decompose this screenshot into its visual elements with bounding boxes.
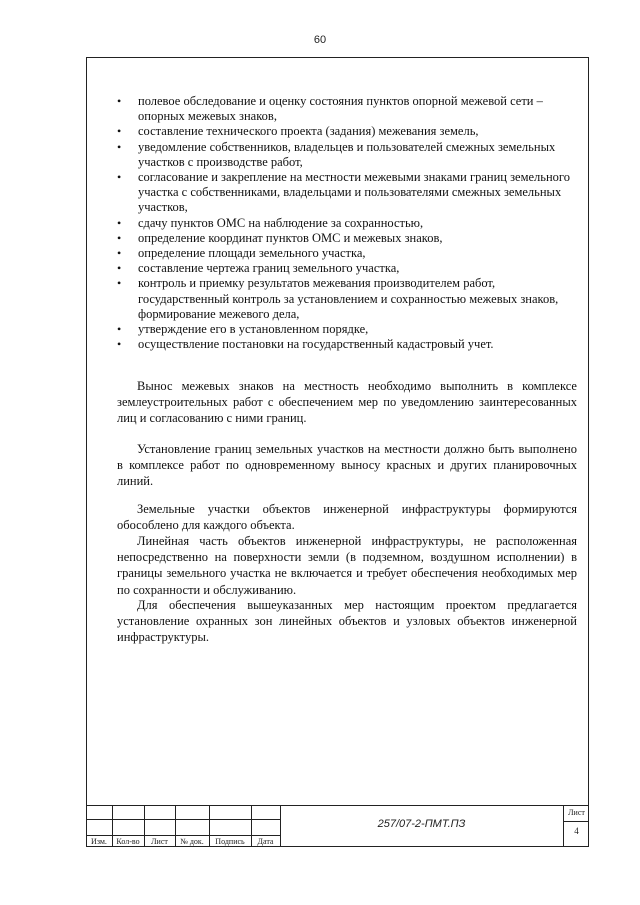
list-item: • осуществление постановки на государственный кадастровый учет. (117, 337, 579, 352)
list-item: • составление технического проекта (задания) межевания земель, (117, 124, 579, 139)
paragraph-markers: Вынос межевых знаков на местность необходимо выполнить в комплексе землеустроительных работ с обеспечением мер по уведомлению заинтересованных лиц и согласованию с ними границ. (117, 379, 577, 426)
list-item: • составление чертежа границ земельного участка, (117, 261, 579, 276)
document-code: 257/07-2-ПМТ.ПЗ (377, 818, 466, 830)
sheet-label: Лист (568, 808, 585, 817)
paragraph-protection-zones: Для обеспечения вышеуказанных мер настоящим проектом предлагается установление охранных зон линейных объектов и узловых объектов инженерной инфраструктуры. (117, 598, 577, 645)
page-number: 60 (313, 34, 327, 46)
list-item: • полевое обследование и оценку состояния пунктов опорной межевой сети – опорных межевых знаков, (117, 94, 579, 124)
list-item: • контроль и приемку результатов межевания производителем работ, государственный контроль за установлением и сохранностью межевых знаков, формирование межевого дела, (117, 276, 579, 322)
stamp-col-signature: Подпись (215, 837, 245, 846)
stamp-col-date: Дата (257, 837, 274, 846)
list-item: • уведомление собственников, владельцев и пользователей смежных земельных участков с производстве работ, (117, 140, 579, 170)
list-item: • согласование и закрепление на местности межевыми знаками границ земельного участка с собственниками, владельцами и пользователями смежных земельных участков, (117, 170, 579, 216)
list-item: • определение площади земельного участка, (117, 246, 579, 261)
bullet-list (117, 94, 579, 352)
list-item: • определение координат пунктов ОМС и межевых знаков, (117, 231, 579, 246)
list-item: • утверждение его в установленном порядке, (117, 322, 579, 337)
list-item: • сдачу пунктов ОМС на наблюдение за сохранностью, (117, 216, 579, 231)
paragraph-boundaries: Установление границ земельных участков на местности должно быть выполнено в комплексе работ по одновременному выносу красных и других планировочных линий. (117, 442, 577, 489)
stamp-line (86, 805, 589, 806)
stamp-col-sheet: Лист (151, 837, 168, 846)
paragraph-land-plots: Земельные участки объектов инженерной инфраструктуры формируются обособлено для каждого объекта. (117, 502, 577, 533)
paragraph-linear-part: Линейная часть объектов инженерной инфраструктуры, не расположенная непосредственно на поверхности земли (в подземном, воздушном исполнении) в границы земельного участка не включается и требует обеспечения необходимых мер по сохранности и обслуживанию. (117, 534, 577, 597)
stamp-line (563, 821, 589, 822)
stamp-col-count: Кол-во (116, 837, 140, 846)
stamp-col-doc-number: № док. (180, 837, 204, 846)
sheet-number: 4 (574, 826, 579, 836)
stamp-col-change: Изм. (91, 837, 107, 846)
